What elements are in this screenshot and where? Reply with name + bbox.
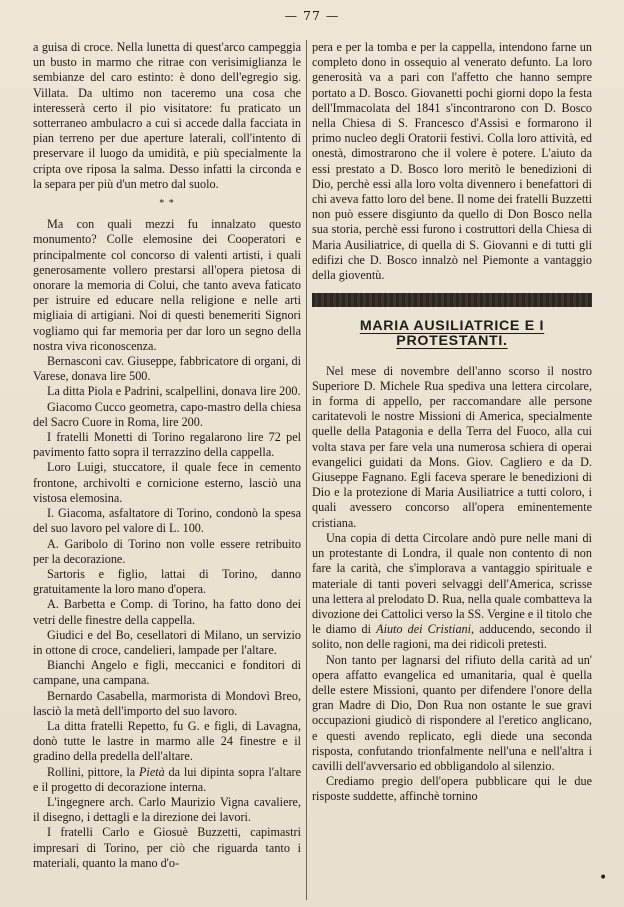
left-column bbox=[33, 40, 301, 871]
paragraph-text: Una copia di detta Circolare andò pure nelle mani di un protestante di Londra, il quale non contento di non fare la carità, che s'implorava a vantaggio spirituale e materiale di tanti poveri selvaggi dell'America, scrisse una lettera al prelodato D. Rua, nella quale combatteva la divozione dei Cattolici verso la SS. Vergine e il titolo che le diamo di bbox=[312, 530, 592, 637]
left-paragraph: Ma con quali mezzi fu innalzato questo monumento? Colle elemosine dei Cooperatori e principalmente col concorso di valenti artisti, i quali generosamente vollero prestarsi all'opera pietosa di onorare la memoria di Colui, che tanto aveva faticato per istruire ed educare nella religione e nelle arti migliaia di artigiani. Noi di questi benemeriti Signori vogliamo qui far memoria per dar loro un segno della nostra viva riconoscenza. bbox=[33, 217, 301, 353]
paragraph-text: , adducendo, secondo il solito, non delle ragioni, ma dei ridicoli pretesti. bbox=[312, 622, 593, 652]
artwork-title: Pietà bbox=[138, 764, 165, 779]
donor-entry: Giudici e del Bo, cesellatori di Milano, un servizio in ottone di croce, candelieri, lampade per l'altare. bbox=[33, 627, 301, 657]
donor-entry: Giacomo Cucco geometra, capo-mastro della chiesa del Sacro Cuore in Roma, lire 200. bbox=[33, 399, 301, 429]
right-column bbox=[312, 40, 592, 805]
donor-entry: I fratelli Monetti di Torino regalarono lire 72 pel pavimento fatto sopra il terrazzino della cappella. bbox=[33, 430, 301, 460]
donor-entry: A. Barbetta e Comp. di Torino, ha fatto dono dei vetri delle finestre della cappella. bbox=[33, 597, 301, 627]
section-title: MARIA AUSILIATRICE E I PROTESTANTI. bbox=[359, 318, 545, 350]
right-paragraph: Non tanto per lagnarsi del rifiuto della carità ad un' opera affatto evangelica ed umanitaria, qual è quella delle estere Missioni, quanto per difendere l'onore della gran Madre di Dio, Don Rua non ostante le sue gravi occupazioni giudicò di rispondere al l'eretico anglicano, e questi avendo replicato, egli diede una seconda risposta, confutando trionfalmente nell'una e nell'altra i cavilli dell'avversario ed obbligandolo al silenzio. bbox=[312, 652, 592, 773]
donor-entry bbox=[33, 765, 301, 795]
right-paragraph: Nel mese di novembre dell'anno scorso il nostro Superiore D. Michele Rua spediva una lettera circolare, in forma di appello, per raccomandare alle persone caritatevoli le nostre Missioni di America, specialmente quelle della Patagonia e della Terra del Fuoco, alla cui volta stava per fare vela una numerosa schiera di operai evangelici guidati da Mons. Giov. Cagliero e da D. Giuseppe Fagnano. Egli faceva sperare le benedizioni di Dio e la protezione di Maria Ausiliatrice a tutti coloro, i quali avessero concorso all'opera eminentemente cristiana. bbox=[312, 363, 592, 530]
page-number: — 77 — bbox=[284, 8, 340, 23]
section-rule bbox=[312, 293, 592, 307]
donor-entry: I fratelli Carlo e Giosuè Buzzetti, capimastri impresari di Torino, per ciò che riguarda tanto i materiali, quanto la mano d'o- bbox=[33, 825, 301, 870]
donor-entry: Bianchi Angelo e figli, meccanici e fonditori di campane, una campana. bbox=[33, 658, 301, 688]
section-separator-stars: * * bbox=[159, 198, 175, 210]
donor-entry: Bernasconi cav. Giuseppe, fabbricatore di organi, di Varese, donava lire 500. bbox=[33, 354, 301, 384]
donor-entry: Loro Luigi, stuccatore, il quale fece in cemento frontone, archivolti e cornicione esterno, lasciò una vistosa elemosina. bbox=[33, 460, 301, 505]
right-paragraph bbox=[312, 531, 592, 653]
marian-title: Aiuto dei Cristiani bbox=[376, 622, 472, 637]
end-mark: • bbox=[599, 870, 608, 886]
donor-entry: La ditta fratelli Repetto, fu G. e figli, di Lavagna, donò tutte le lastre in marmo alle 24 finestre e il gradino della predella dell'altare. bbox=[33, 718, 301, 764]
donor-entry: L'ingegnere arch. Carlo Maurizio Vigna cavaliere, il disegno, i dettagli e la direzione dei lavori. bbox=[33, 794, 301, 825]
donor-entry-text: da lui dipinta sopra l'altare e il progetto di decorazione interna. bbox=[33, 764, 301, 794]
donor-entry: I. Giacoma, asfaltatore di Torino, condonò la spesa del suo lavoro pel valore di L. 100. bbox=[33, 506, 301, 536]
donor-entry: Sartoris e figlio, lattai di Torino, danno gratuitamente la loro mano d'opera. bbox=[33, 566, 301, 597]
donor-entry: La ditta Piola e Padrini, scalpellini, donava lire 200. bbox=[47, 384, 301, 399]
right-paragraph: pera e per la tomba e per la cappella, intendono farne un completo dono in ossequio al venerato defunto. La loro generosità va a pari con l'affetto che hanno sempre portato a D. Bosco. Giovanetti pochi giorni dopo la festa dell'Immacolata del 1841 s'incontrarono con D. Bosco nella Chiesa di S. Francesco d'Assisi e formarono il primo nucleo degli Oratorii festivi. Colla loro attività, ed onestà, dimostrarono che il volere è potere. L'aiuto da essi prestato a D. Bosco loro meritò le benedizioni di Dio, perchè essi alla loro volta divennero i benefattori di chi aveva fatto loro del bene. Il nome dei fratelli Buzzetti non può essere disgiunto da quello di Don Bosco nella sua storia, perchè essi furono i costruttori della Chiesa di Maria Ausiliatrice, di quella di S. Giovanni e di tutti gli edifizi che D. Bosco innalzò nel Piemonte a vantaggio della gioventù. bbox=[312, 40, 592, 283]
donor-entry-text: Rollini, pittore, la bbox=[47, 764, 139, 779]
donor-entry: Bernardo Casabella, marmorista di Mondovì Breo, lasciò la metà dell'importo del suo lavoro. bbox=[33, 688, 301, 718]
right-paragraph: Crediamo pregio dell'opera pubblicare qui le due risposte suddette, affinchè tornino bbox=[312, 774, 592, 804]
donor-entry: A. Garibolo di Torino non volle essere retribuito per la decorazione. bbox=[33, 536, 301, 566]
column-divider bbox=[306, 40, 307, 900]
left-paragraph: a guisa di croce. Nella lunetta di quest'arco campeggia un busto in marmo che ritrae con verisimiglianza le sembianze del caro estinto: è dono dell'egregio sig. Villata. Da ultimo non taceremo una cosa che interesserà certo il pio visitatore: fu praticato un sotterraneo ambulacro a cui si accede dalla facciata in pian terreno per due aperture laterali, coll'intento di preservare il luogo da umidità, e più specialmente la cripta ove riposa la salma. Desso infatti la circonda e la separa per più d'un metro dal suolo. bbox=[33, 40, 301, 191]
